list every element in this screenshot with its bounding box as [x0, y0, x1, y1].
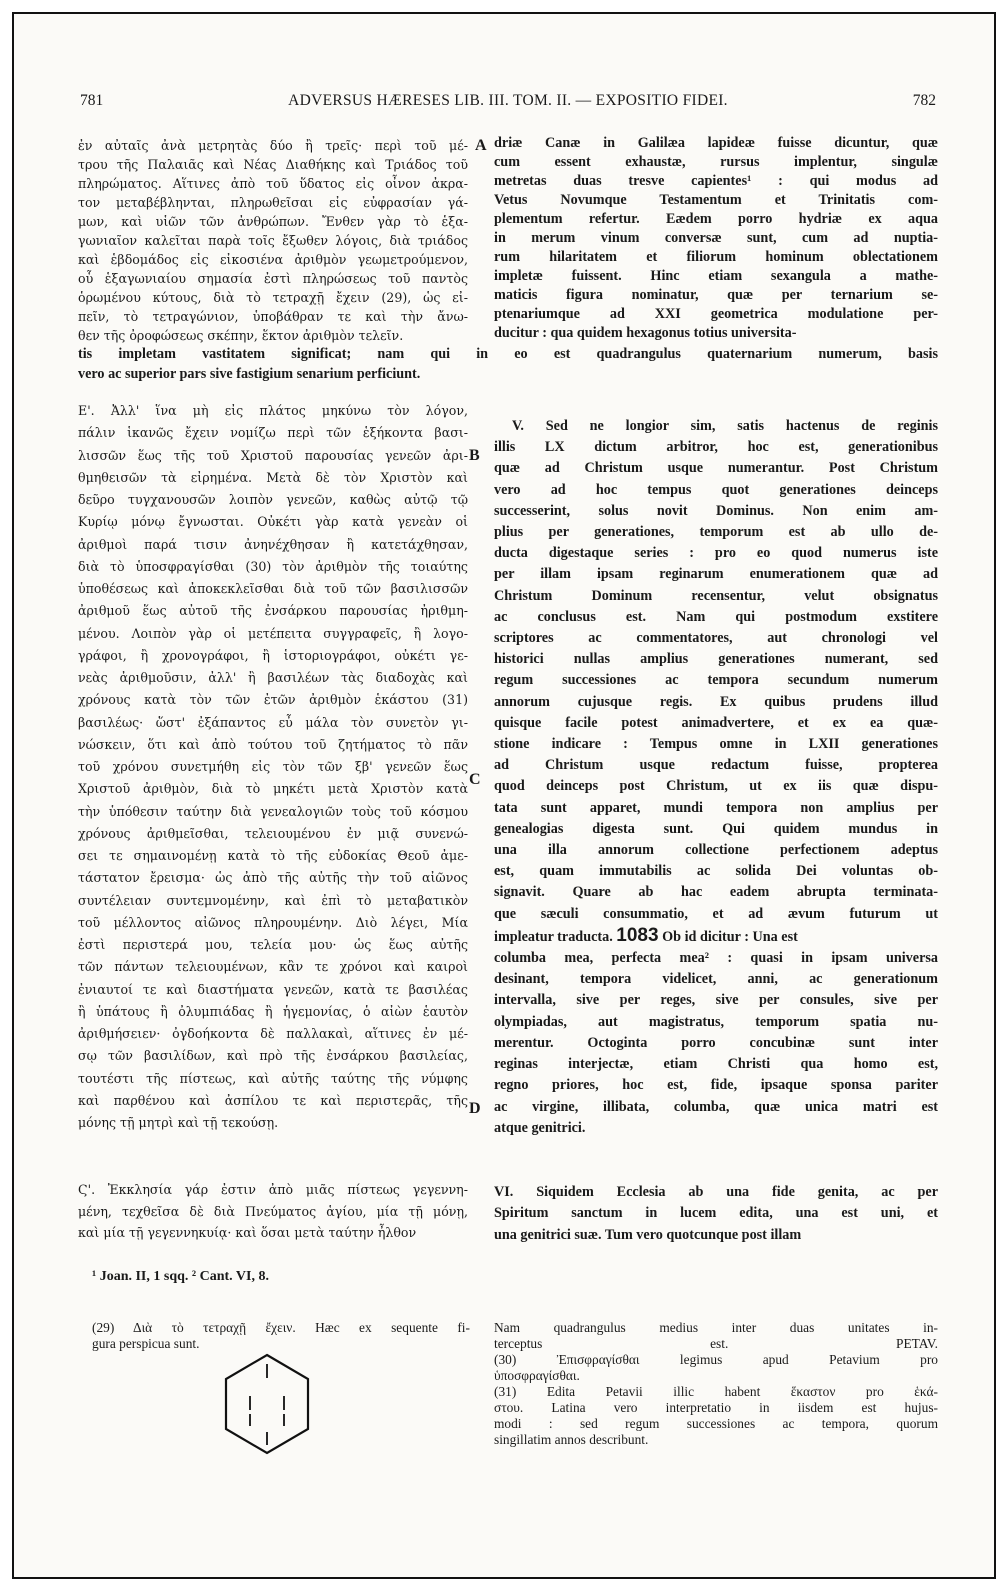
latin-line: ad Christum usque redactum fuisse, propterea [494, 757, 938, 774]
latin-text: impleatur traducta. [494, 928, 613, 945]
footnote-line: (29) Διὰ τὸ τετραχῇ ἔχειν. Hæc ex sequente fi- [92, 1320, 470, 1335]
scripture-references: ¹ Joan. II, 1 sqq. ² Cant. VI, 8. [92, 1269, 269, 1284]
greek-column-section-6 [78, 1179, 468, 1244]
greek-line: λισσῶν ἕως τῆς τοῦ Χριστοῦ παρουσίας γενεῶν ἀρι- [78, 447, 468, 463]
margin-letter-c: C [469, 771, 481, 788]
book-page [12, 12, 996, 1579]
latin-line: regum successiones ac tempora secundum numerum [494, 672, 938, 689]
greek-line: τὴν ὑπόθεσιν ταύτην διὰ γενεαλογιῶν τοὺς τοῦ κόσμου [78, 803, 468, 819]
greek-line: γράφοι, ἢ χρονογράφοι, ἢ ἱστοριογράφοι, οὐκέτι γε- [78, 647, 468, 663]
greek-line: τρου τῆς Παλαιᾶς καὶ Νέας Διαθήκης καὶ Τριάδος τοῦ [78, 157, 468, 172]
latin-line: metretas duas tresve capientes¹ : qui modus ad [494, 173, 938, 189]
greek-line: τον μεταβέβληνται, πληρωθεῖσαι εἰς εὐφρασίαν γά- [78, 195, 468, 210]
greek-line: οὗ ἑξαγωνιαίου σημασία ἐστὶ πληρώσεως τοῦ παντὸς [78, 271, 468, 286]
greek-line: πληρώματος. Αἵτινες ἀπὸ τοῦ ὕδατος εἰς οἶνον ἀκρα- [78, 176, 468, 191]
latin-line: cum essent exhaustæ, rursus implentur, singulæ [494, 154, 938, 170]
greek-line: σῳ τῶν βασιλίδων, καὶ πρὸ τῆς ἐνσάρκου βασιλείας, [78, 1048, 468, 1064]
greek-line: καὶ ἑβδομάδος εἰς εἰκοσιένα ἀριθμὸν γεωμετρούμενον, [78, 252, 468, 267]
latin-line: que sæculi consummatio, et ad ævum futurum ut [494, 905, 938, 922]
footnote-line: (31) Edita Petavii illic habent ἕκαστον pro ἑκά- [494, 1384, 938, 1399]
greek-line: τουτέστι τῆς πίστεως, καὶ αὐτῆς ταύτης τῆς νύμφης [78, 1070, 468, 1086]
latin-line: driæ Canæ in Galilæa lapideæ fuisse dicuntur, quæ [494, 135, 938, 151]
latin-column-section-5 [494, 416, 938, 1139]
footnotes-right [494, 1320, 938, 1448]
footnote-line: gura perspicua sunt. [92, 1336, 200, 1351]
footnote-line: singillatim annos describunt. [494, 1432, 649, 1447]
greek-line: διὰ τὸ ὑποσφραγίσθαι (30) τὸν ἀριθμὸν τῆς τοιαύτης [78, 558, 468, 574]
latin-line: ptenariumque ad XXI geometrica modulatione per- [494, 306, 938, 322]
latin-column-top [494, 134, 938, 343]
greek-line: ἐστὶ περιστερά μου, τελεία μου· ὡς ἕως αὐτῆς [78, 937, 468, 952]
latin-line: Vetus Novumque Testamentum et Trinitatis com- [494, 192, 938, 208]
latin-line: genealogias digesta sunt. Qui quidem mundus in [494, 820, 938, 837]
hexagon-figure [222, 1352, 312, 1456]
latin-line: vero ad hoc tempus quot generationes deinceps [494, 481, 938, 498]
greek-line: συντέλειαν συντεμνομένην, καὶ ἐπὶ τὸ μεταβατικὸν [78, 892, 468, 908]
greek-line: τοῦ χρόνου συνετμήθη εἰς τὸν τῶν ξβ' γενεῶν ἕως [78, 759, 468, 774]
greek-column-section-5 [78, 400, 468, 1134]
margin-letter-a: A [475, 137, 487, 154]
greek-line: τοῦ μέλλοντος αἰῶνος πληρουμένην. Διὸ λέγει, Μία [78, 914, 468, 930]
greek-line: ἢ ὑπάτους ἢ ὀλυμπιάδας ἢ ἡγεμονίας, ὁ αἰὼν ἑαυτὸν [78, 1003, 468, 1019]
footnote-line: terceptus est. PETAV. [494, 1336, 938, 1351]
footnotes-left [92, 1320, 470, 1352]
greek-line: Χριστοῦ ἀριθμὸν, διὰ τὸ μηκέτι μετὰ Χριστὸν κατὰ [78, 781, 468, 797]
latin-line: per illam ipsam reginarum enumerationem quæ ad [494, 566, 938, 583]
greek-line: βασιλέως· ὥστ' ἐξάπαντος εὖ μάλα τὸν συνετὸν γι- [78, 714, 468, 730]
greek-line: τάστατον ἔρεισμα· ὡς ἀπὸ τῆς αὐτῆς τὴν τοῦ αἰῶνος [78, 870, 468, 886]
greek-line: ἀριθμοῦ ἕως αὐτοῦ τῆς ἐνσάρκου παρουσίας ἠριθμη- [78, 603, 468, 619]
latin-line: atque genitrici. [494, 1119, 586, 1136]
spanning-text [78, 344, 938, 384]
latin-line: scriptores ac commentatores, aut chronologi vel [494, 630, 938, 647]
span-line: vero ac superior pars sive fastigium senarium perficiunt. [78, 366, 421, 382]
marginal-column-number: 1083 [616, 924, 659, 946]
footnote-line: ὑποσφραγίσθαι. [494, 1368, 580, 1383]
greek-line: ἐνιαυτοί τε καὶ διαστήματα γενεῶν, κατὰ τε βασιλέας [78, 981, 468, 997]
latin-line: columba mea, perfecta mea² : quasi in ipsam universa [494, 950, 938, 967]
greek-line: μόνης τῇ μητρὶ καὶ τῇ τεκούσῃ. [78, 1115, 279, 1130]
latin-line: annorum cujusque regis. Ex quibus prudens illud [494, 693, 938, 710]
greek-line: Κυρίῳ μόνῳ ἔγνωσται. Οὐκέτι γὰρ κατὰ γενεὰν οἱ [78, 514, 468, 530]
latin-line: una illa annorum collectione perfectionem adeptus [494, 842, 938, 859]
greek-line: σει τε σημαινομένῃ κατὰ τὸ τῆς εὐδοκίας Θεοῦ ἀμε- [78, 848, 468, 863]
greek-line: ὁρωμένου κύτους, διὰ τὸ τετραχῇ ἔχειν (29), ὡς εἰ- [78, 290, 468, 305]
greek-line: Ε'. Ἀλλ' ἵνα μὴ εἰς πλάτος μηκύνω τὸν λόγον, [78, 403, 468, 418]
latin-line: intervalla, sive per reges, sive per consules, sive per [494, 992, 938, 1009]
latin-line: quod deinceps post Christum, ut ex iis quæ dispu- [494, 778, 938, 795]
greek-line: νεὰς ἀριθμοῦσιν, ἀλλ' ἢ βασιλέων τὰς διαδοχὰς καὶ [78, 670, 468, 685]
greek-line: μένου. Λοιπὸν γὰρ οἱ μετέπειτα συγγραφεῖς, ἢ λογο- [78, 625, 468, 641]
latin-line: stione indicare : Tempus omne in LXII generationes [494, 736, 938, 753]
greek-line: ἐν αὐταῖς ἀνὰ μετρητὰς δύο ἢ τρεῖς· περὶ τοῦ μέ- [78, 138, 468, 153]
latin-line: V. Sed ne longior sim, satis hactenus de reginis [512, 418, 938, 434]
latin-line: una genitrici suæ. Tum vero quotcunque post illam [494, 1226, 802, 1243]
latin-line: plementum refertur. Eædem porro hydriæ ex aqua [494, 211, 938, 227]
footnote-line: Nam quadrangulus medius inter duas unitates in- [494, 1320, 938, 1335]
greek-line: ὑποθέσεως καὶ ἀποκεκλεῖσθαι διὰ τοῦ τῶν βασιλισσῶν [78, 581, 468, 596]
latin-line: merentur. Octoginta porro concubinæ sunt inter [494, 1034, 938, 1051]
greek-line: πεῖν, τὸ τετραγώνιον, ὑποβάθραν τε καὶ τὴν ἄνω- [78, 309, 468, 324]
span-line: tis impletam vastitatem significat; nam qui in eo est quadrangulus quaternarium numerum, basis [78, 346, 938, 362]
latin-line: impletæ fuissent. Hinc etiam sexangula a mathe- [494, 268, 938, 284]
latin-line: illis LX dictum arbitror, hoc est, generationibus [494, 439, 938, 456]
page-number-right: 782 [912, 92, 936, 109]
greek-line: χρόνους κατὰ τὸν τῶν ἐτῶν ἀριθμὸν ἑκάστου (31) [78, 692, 468, 708]
latin-line: VI. Siquidem Ecclesia ab una fide genita, ac per [494, 1184, 938, 1200]
greek-line: ἀριθμήσειεν· ὀγδοήκοντα δὲ παλλακαὶ, αἵτινες ἐν μέ- [78, 1026, 468, 1041]
greek-column-top [78, 136, 468, 345]
latin-line: quisque facile potest animadvertere, et ex ea quæ- [494, 714, 938, 731]
latin-line: successerint, solus novit Dominus. Non enim am- [494, 502, 938, 519]
latin-text: Ob id dicitur : Una est [662, 928, 798, 945]
greek-line: δεῦρο τυγχανουσῶν λοιπὸν γενεῶν, καθὼς αὐτῷ τῷ [78, 492, 468, 507]
greek-line: ἀριθμοὶ παρά τισιν ἀνηνέχθησαν ἢ κατετάχθησαν, [78, 536, 468, 552]
latin-line: tata sunt apparet, mundi tempora non amplius per [494, 799, 938, 816]
latin-line: maticis figura nominatur, quæ per ternarium se- [494, 287, 938, 303]
margin-letter-b: B [469, 447, 480, 464]
latin-line: ducta digestaque series : pro eo quod numerus iste [494, 545, 938, 562]
running-header [80, 92, 936, 116]
greek-line: τῶν πάντων τελειουμένων, κἂν τε χρόνοι καὶ καιροὶ [78, 959, 468, 975]
latin-line: rum hilaritatem et filiorum hominum oblectationem [494, 249, 938, 265]
latin-line [494, 925, 938, 948]
footnote-line: στου. Latina vero interpretatio in iisdem est hujus- [494, 1400, 938, 1415]
page-number-left: 781 [80, 92, 104, 109]
latin-line: ac conclusus est. Nam qui postmodum exstitere [494, 608, 938, 625]
greek-line: καὶ παρθένου καὶ ἀσπίλου τε καὶ περιστερᾶς, τῆς [78, 1092, 468, 1108]
latin-line: in merum vinum conversæ sunt, cum ad nuptia- [494, 230, 938, 246]
latin-line: signavit. Quare ab hac eadem abrupta terminata- [494, 884, 938, 901]
footnote-line: (30) Ἐπισφραγίσθαι legimus apud Petavium pro [494, 1352, 938, 1367]
greek-line: νώσκειν, ὅτι καὶ ἀπὸ τούτου τοῦ ζητήματος τὸ πᾶν [78, 736, 468, 752]
latin-line: Spiritum sanctum in lucem edita, una est uni, et [494, 1205, 938, 1222]
greek-line: πάλιν ἱκανῶς ἔχειν νομίζω περὶ τῶν ἑξήκοντα βασι- [78, 425, 468, 441]
greek-line: Ϛ'. Ἐκκλησία γάρ ἐστιν ἀπὸ μιᾶς πίστεως γεγεννη- [78, 1182, 468, 1197]
latin-line: quæ ad Christum usque numerantur. Post Christum [494, 460, 938, 477]
running-title: ADVERSUS HÆRESES LIB. III. TOM. II. — EXPOSITIO FIDEI. [288, 92, 728, 109]
latin-line: historici nullas amplius generationes numerant, sed [494, 651, 938, 668]
latin-column-section-6 [494, 1182, 938, 1246]
latin-line: desinant, tempora videlicet, anni, ac generationum [494, 971, 938, 988]
latin-line: olympiadas, aut magistratus, temporum spatia nu- [494, 1013, 938, 1030]
margin-letter-d: D [469, 1100, 481, 1117]
greek-line: καὶ μία τῇ γεγεννηκυίᾳ· καὶ ὅσαι μετὰ ταύτην ἦλθον [78, 1225, 417, 1240]
latin-line: plius per generationes, temporum est ab ullo de- [494, 524, 938, 541]
greek-line: χρόνους ἀριθμεῖσθαι, τελειουμένου ἐν μιᾷ συνενώ- [78, 825, 468, 841]
greek-line: θεν τῆς ὀροφώσεως σκέπην, ἕκτον ἀριθμὸν τελεῖν. [78, 328, 404, 343]
latin-line: ac virgine, illibata, columba, quæ unica matri est [494, 1098, 938, 1115]
latin-line: ducitur : qua quidem hexagonus totius universita- [494, 325, 797, 341]
latin-line: regno priores, hoc est, fide, ipsaque sponsa pariter [494, 1077, 938, 1094]
greek-line: γωνιαῖον καλεῖται παρὰ τοῖς ἔξωθεν λόγοις, διὰ τριάδος [78, 233, 468, 248]
latin-line: est, quam immutabilis ac solida Dei voluntas ob- [494, 863, 938, 880]
greek-line: μένη, τεχθεῖσα δὲ διὰ Πνεύματος ἁγίου, μία τῇ μόνῃ, [78, 1203, 468, 1219]
latin-line: Christum Dominum recensentur, velut obsignatus [494, 587, 938, 604]
greek-line: θμηθεισῶν τὰ εἰρημένα. Μετὰ δὲ τὸν Χριστὸν καὶ [78, 469, 468, 485]
footnote-line: modi : sed regum successiones ac tempora, quorum [494, 1416, 938, 1431]
latin-line: reginas interjectæ, etiam Christi qua homo est, [494, 1056, 938, 1073]
greek-line: μων, καὶ υἱῶν τῶν ἀνθρώπων. Ἔνθεν γὰρ τὸ ἑξα- [78, 214, 468, 229]
